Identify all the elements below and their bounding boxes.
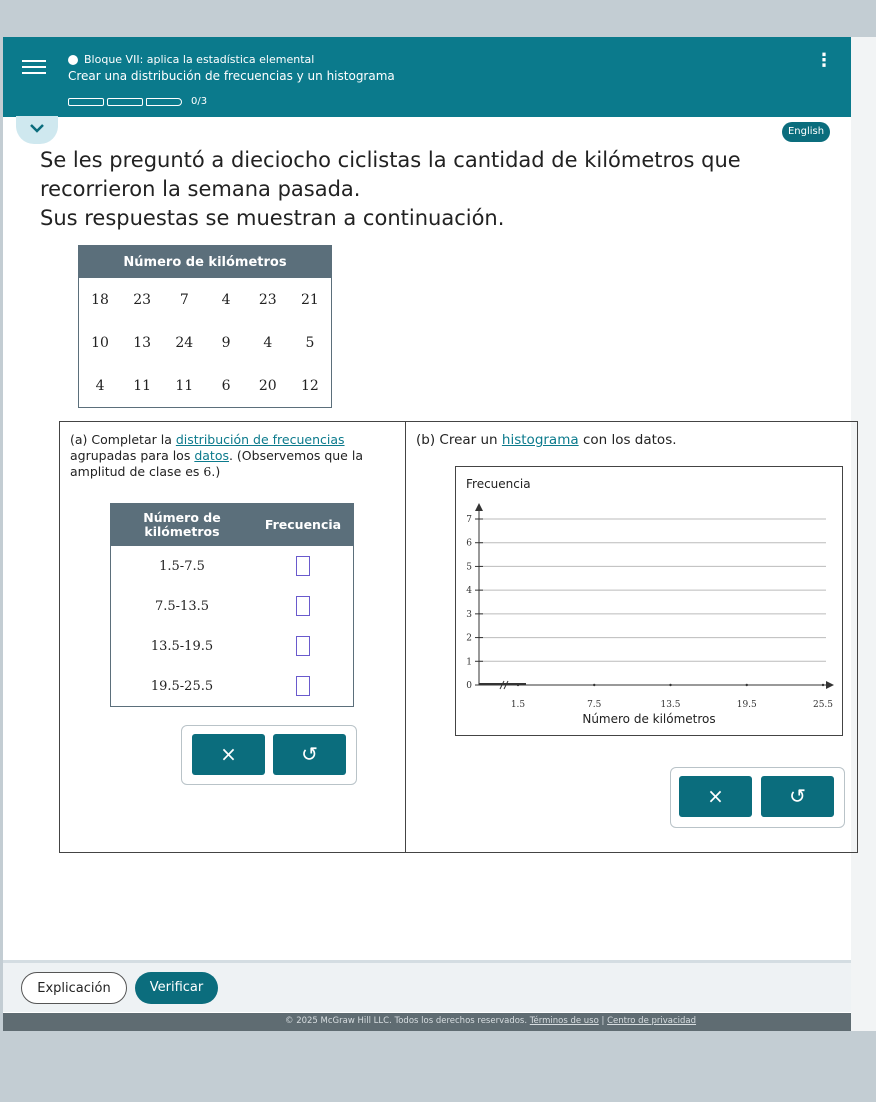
check-button[interactable]: Verificar (135, 972, 218, 1004)
table-row (79, 321, 332, 364)
table-row (111, 586, 354, 626)
table-cell: 21 (301, 291, 319, 308)
part-b-text: con los datos. (582, 432, 677, 448)
status-dot-icon (68, 55, 78, 65)
y-tick-label: 4 (466, 586, 472, 597)
y-tick-label: 5 (466, 562, 472, 573)
clear-button-a[interactable]: × (192, 734, 265, 775)
table-cell: 4 (95, 377, 105, 394)
part-a-label: (a) (70, 432, 88, 447)
chevron-down-icon (29, 122, 45, 134)
part-b-instructions (416, 432, 677, 448)
col-header-kilometers: Número de kilómetros (111, 504, 254, 547)
explanation-button[interactable]: Explicación (21, 972, 127, 1004)
part-b-text: Crear un (439, 432, 498, 448)
table-row (111, 626, 354, 666)
table-row (79, 364, 332, 408)
x-tick-label: 1.5 (510, 700, 526, 710)
y-tick-label: 1 (466, 657, 472, 668)
table-cell: 4 (263, 334, 273, 351)
x-axis-arrow (826, 681, 834, 689)
table-cell: 6 (221, 377, 231, 394)
table-cell: 13 (133, 334, 152, 351)
bottom-bar (3, 960, 851, 1012)
class-interval: 19.5-25.5 (150, 678, 214, 694)
language-button[interactable]: English (782, 122, 830, 142)
frequency-input[interactable] (296, 556, 310, 576)
table-row (111, 546, 354, 586)
x-tick-label: 13.5 (660, 700, 681, 710)
part-a-text: agrupadas para los (70, 448, 191, 463)
breadcrumb (68, 53, 314, 66)
class-width-value: 6 (203, 464, 212, 479)
frequency-input[interactable] (296, 636, 310, 656)
x-tick (746, 684, 748, 686)
x-tick-label: 19.5 (736, 700, 757, 710)
x-tick-label: 7.5 (587, 700, 602, 710)
footer-separator: | (601, 1016, 605, 1026)
table-cell: 12 (301, 377, 319, 394)
x-tick (593, 684, 595, 686)
x-tick (822, 684, 824, 686)
data-table-header: Número de kilómetros (79, 246, 332, 279)
class-interval: 13.5-19.5 (150, 638, 214, 654)
y-tick-label: 7 (466, 515, 472, 525)
data-table (78, 245, 332, 408)
privacy-link[interactable]: Centro de privacidad (607, 1016, 697, 1026)
table-cell: 7 (179, 291, 189, 308)
histogram-link[interactable]: histograma (501, 432, 579, 448)
undo-button-a[interactable]: ↺ (273, 734, 346, 775)
x-tick (669, 684, 671, 686)
y-axis-arrow (475, 503, 483, 511)
table-cell: 10 (91, 334, 109, 351)
x-tick-label: 25.5 (812, 700, 834, 710)
col-header-frequency: Frecuencia (253, 504, 354, 547)
part-a-text: Completar la (91, 432, 172, 447)
table-cell: 4 (221, 291, 231, 308)
more-options-icon[interactable]: ⋮ (815, 50, 833, 71)
table-cell: 11 (175, 377, 194, 394)
undo-button-b[interactable]: ↺ (761, 776, 834, 817)
table-cell: 24 (175, 334, 194, 351)
part-b-label: (b) (416, 432, 436, 448)
data-link[interactable]: datos (194, 448, 229, 463)
y-tick-label: 2 (466, 633, 472, 644)
x-tick (517, 684, 519, 686)
x-axis-label: Número de kilómetros (582, 712, 716, 726)
table-cell: 23 (258, 291, 277, 308)
histogram-chart[interactable] (455, 466, 843, 736)
breadcrumb-text: Bloque VII: aplica la estadística elemental (84, 53, 315, 66)
part-a-instructions (70, 432, 395, 480)
table-cell: 18 (91, 291, 109, 308)
part-a-text: . (Observemos que la amplitud de clase es (70, 448, 363, 479)
page-subtitle: Crear una distribución de frecuencias y un histograma (68, 69, 395, 83)
part-a-text: .) (211, 464, 221, 479)
panel-divider (405, 421, 406, 853)
progress-segment (146, 98, 182, 106)
footer-text (285, 1016, 696, 1026)
class-interval: 7.5-13.5 (154, 598, 209, 614)
histogram-svg[interactable] (456, 467, 842, 735)
table-cell: 20 (258, 377, 277, 394)
frequency-table (110, 503, 354, 707)
terms-link[interactable]: Términos de uso (529, 1016, 599, 1026)
copyright: © 2025 McGraw Hill LLC. Todos los derechos reservados. (285, 1016, 528, 1026)
table-row (111, 666, 354, 707)
progress-segment (107, 98, 143, 106)
frequency-input[interactable] (296, 676, 310, 696)
clear-button-b[interactable]: × (679, 776, 752, 817)
y-tick-label: 6 (466, 538, 472, 549)
question-line-3: Sus respuestas se muestran a continuación. (40, 206, 505, 230)
frequency-distribution-link[interactable]: distribución de frecuencias (175, 432, 345, 447)
y-tick-label: 3 (466, 609, 472, 620)
menu-icon[interactable] (22, 56, 46, 78)
question-line-2: recorrieron la semana pasada. (40, 177, 361, 201)
table-cell: 9 (221, 334, 231, 351)
table-row (79, 278, 332, 321)
frequency-input[interactable] (296, 596, 310, 616)
progress-text: 0/3 (191, 96, 208, 107)
y-tick-label: 0 (466, 681, 472, 691)
table-cell: 5 (305, 334, 315, 351)
class-interval: 1.5-7.5 (159, 558, 205, 574)
progress-segment (68, 98, 104, 106)
y-axis-label: Frecuencia (466, 477, 531, 491)
question-line-1: Se les preguntó a dieciocho ciclistas la cantidad de kilómetros que (40, 148, 741, 172)
table-cell: 11 (133, 377, 152, 394)
table-cell: 23 (133, 291, 152, 308)
progress-bar (68, 96, 207, 107)
